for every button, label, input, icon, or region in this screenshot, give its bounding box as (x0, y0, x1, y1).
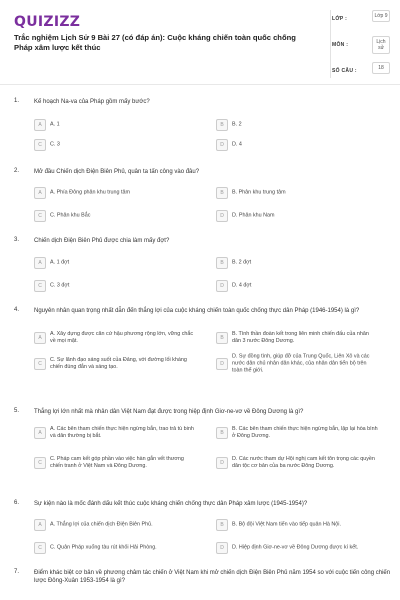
option-text: A. Thắng lợi của chiến dịch Điện Biên Phủ. (50, 521, 153, 528)
option-key: D (216, 210, 228, 222)
option-text: A. Phía Đông phân khu trung tâm (50, 189, 131, 196)
meta-subject (332, 36, 390, 54)
option-c[interactable] (34, 278, 204, 294)
option-c[interactable] (34, 540, 204, 556)
question-number: 1. (14, 98, 20, 104)
question-text: Thắng lợi lớn nhất mà nhân dân Việt Nam đạt được trong hiệp định Giơ-ne-vơ về Đông Dương là gì? (34, 409, 304, 415)
meta-count-value: 18 (372, 62, 390, 74)
option-key: C (34, 358, 46, 370)
header-divider (330, 10, 331, 78)
meta-subject-value: Lịch sử (372, 36, 390, 54)
option-key: C (34, 210, 46, 222)
option-text: D. Phân khu Nam (232, 212, 275, 219)
option-b[interactable] (216, 327, 391, 349)
option-b[interactable] (216, 422, 391, 444)
option-key: B (216, 187, 228, 199)
option-text: C. 3 đợt (50, 282, 70, 289)
question-number: 3. (14, 237, 20, 243)
option-a[interactable] (34, 327, 204, 349)
option-text: B. 2 đợt (232, 259, 252, 266)
option-key: D (216, 358, 228, 370)
meta-subject-label: MÔN : (332, 42, 349, 48)
option-key: B (216, 119, 228, 131)
option-text: A. 1 (50, 121, 60, 128)
option-key: C (34, 542, 46, 554)
meta-count-label: SỐ CÂU : (332, 68, 357, 74)
question-text: Kế hoạch Na-va của Pháp gồm mấy bước? (34, 99, 150, 105)
option-a[interactable] (34, 255, 204, 271)
option-a[interactable] (34, 517, 204, 533)
option-text: C. Phân khu Bắc (50, 212, 91, 219)
question-number: 4. (14, 307, 20, 313)
question-number: 5. (14, 408, 20, 414)
option-a[interactable] (34, 117, 204, 133)
question-number: 7. (14, 569, 20, 575)
option-d[interactable] (216, 353, 391, 375)
option-text: C. 3 (50, 141, 60, 148)
option-key: C (34, 139, 46, 151)
option-key: A (34, 119, 46, 131)
option-text: D. Sự đồng tình, giúp đỡ của Trung Quốc, Liên Xô và các nước dân chủ nhân dân khác, của nhân dân tiến bộ trên toàn thế giới. (232, 353, 370, 374)
option-key: A (34, 427, 46, 439)
option-text: B. Phân khu trung tâm (232, 189, 286, 196)
option-text: D. Các nước tham dự Hội nghị cam kết tôn trọng các quyền dân tộc cơ bản của ba nước Đông Dương. (232, 456, 375, 469)
question-text: Chiến dịch Điện Biên Phủ được chia làm mấy đợt? (34, 238, 170, 244)
option-text: A. Các bên tham chiến thực hiện ngừng bắn, trao trả tù binh và dân thường bị bắt. (50, 426, 194, 439)
question-number: 2. (14, 168, 20, 174)
option-text: B. Tình thần đoàn kết trong liên minh chiến đấu của nhân dân 3 nước Đông Dương. (232, 331, 369, 344)
option-d[interactable] (216, 137, 391, 153)
meta-grade (332, 10, 390, 22)
option-text: D. Hiệp định Giơ-ne-vơ về Đông Dương được kí kết. (232, 544, 359, 551)
option-key: A (34, 257, 46, 269)
option-text: B. Bộ đội Việt Nam tiến vào tiếp quản Hà Nội. (232, 521, 341, 528)
quizizz-logo: QUIZIZZ (14, 14, 81, 30)
option-key: B (216, 427, 228, 439)
option-text: C. Pháp cam kết góp phần vào việc hàn gắn vết thương chiến tranh ở Việt Nam và Đông Dương. (50, 456, 184, 469)
option-text: C. Quân Pháp xuống tàu rút khỏi Hải Phòng. (50, 544, 157, 551)
option-text: D. 4 đợt (232, 282, 252, 289)
option-b[interactable] (216, 185, 391, 201)
option-key: D (216, 280, 228, 292)
option-b[interactable] (216, 517, 391, 533)
option-c[interactable] (34, 208, 204, 224)
header-separator (0, 84, 400, 85)
option-text: B. Các bên tham chiến thực hiện ngừng bắn, lập lại hòa bình ở Đông Dương. (232, 426, 378, 439)
option-key: B (216, 519, 228, 531)
option-key: B (216, 257, 228, 269)
option-key: C (34, 457, 46, 469)
option-d[interactable] (216, 452, 391, 474)
option-key: A (34, 519, 46, 531)
question-text: Sự kiện nào là mốc đánh dấu kết thúc cuộc kháng chiến chống thực dân Pháp xâm lược (1945-1954)? (34, 501, 308, 507)
meta-grade-label: LỚP : (332, 16, 348, 22)
option-text: A. 1 đợt (50, 259, 70, 266)
option-d[interactable] (216, 540, 391, 556)
option-text: C. Sự lãnh đạo sáng suốt của Đảng, với đường lối kháng chiến đúng đắn và sáng tạo. (50, 357, 187, 370)
option-text: D. 4 (232, 141, 242, 148)
option-text: B. 2 (232, 121, 242, 128)
meta-grade-value: Lớp 9 (372, 10, 390, 22)
option-key: A (34, 187, 46, 199)
option-text: A. Xây dựng được căn cứ hậu phương rộng lớn, vững chắc về mọi mặt. (50, 331, 194, 344)
option-key: D (216, 457, 228, 469)
worksheet-title: Trắc nghiệm Lịch Sử 9 Bài 27 (có đáp án): Cuộc kháng chiến toàn quốc chống Pháp xâm lược kết thúc (14, 33, 296, 52)
option-key: C (34, 280, 46, 292)
option-c[interactable] (34, 137, 204, 153)
option-b[interactable] (216, 117, 391, 133)
option-c[interactable] (34, 353, 204, 375)
option-a[interactable] (34, 185, 204, 201)
option-d[interactable] (216, 278, 391, 294)
option-c[interactable] (34, 452, 204, 474)
option-key: D (216, 139, 228, 151)
option-key: A (34, 332, 46, 344)
option-key: D (216, 542, 228, 554)
option-key: B (216, 332, 228, 344)
option-a[interactable] (34, 422, 204, 444)
question-text: Điểm khác biệt cơ bản về phương châm tác chiến ở Việt Nam khi mở chiến dịch Điện Biên Phủ năm 1954 so với cuộc tiến công chiến lược Đông-Xuân 1953-1954 là gì? (34, 570, 391, 584)
option-d[interactable] (216, 208, 391, 224)
question-text: Nguyên nhân quan trọng nhất dẫn đến thắng lợi của cuộc kháng chiến toàn quốc chống thực dân Pháp (1946-1954) là gì? (34, 308, 360, 314)
worksheet-header (0, 0, 400, 84)
question-number: 6. (14, 500, 20, 506)
meta-count (332, 62, 390, 74)
option-b[interactable] (216, 255, 391, 271)
question-text: Mở đầu Chiến dịch Điện Biên Phủ, quân ta tấn công vào đâu? (34, 169, 200, 175)
